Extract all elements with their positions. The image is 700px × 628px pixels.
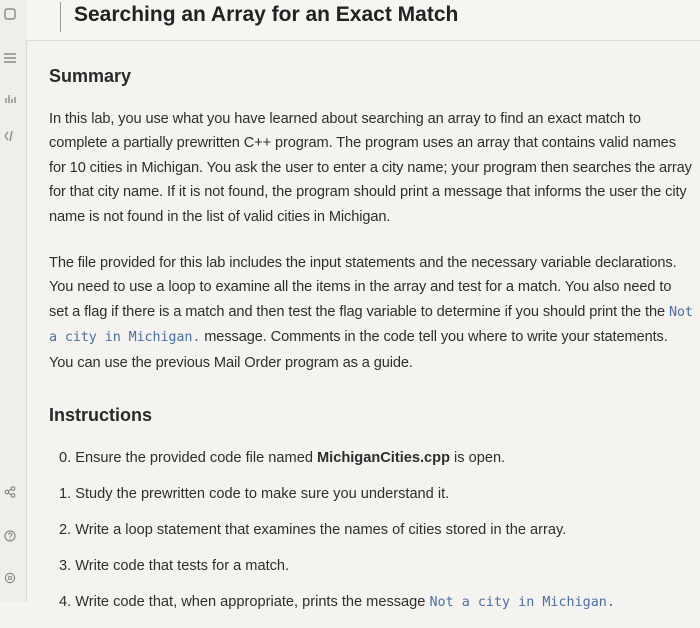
summary-paragraph-2 [49, 251, 694, 375]
instruction-step: 4. Write code that, when appropriate, prints the message Not a city in Michigan. [59, 594, 615, 611]
page-header [26, 0, 700, 41]
page-title: Searching an Array for an Exact Match [74, 3, 459, 26]
code-file-name: MichiganCities.cpp [317, 450, 450, 467]
menu-icon[interactable] [0, 52, 20, 64]
instruction-step: 3. Write code that tests for a match. [59, 558, 290, 575]
chart-icon[interactable] [0, 92, 20, 104]
summary-paragraph-2-end: message. Comments in the code tell you where to write your statements. You can use the previous Mail Order program as a guide. [49, 329, 668, 371]
square-icon[interactable] [0, 8, 20, 20]
help-icon[interactable] [0, 530, 20, 542]
title-divider [60, 2, 61, 32]
instruction-step: 2. Write a loop statement that examines the names of cities stored in the array. [59, 522, 567, 539]
summary-paragraph-1: In this lab, you use what you have learned about searching an array to find an exact match to complete a partially prewritten C++ program. The program uses an array that contains valid names for 10 cities in Michigan. You ask the user to enter a city name; your program then searches the array for that city name. If it is not found, the program should print a message that informs the user the city name is not found in the list of valid cities in Michigan. [49, 111, 692, 225]
lab-content [49, 60, 694, 628]
instruction-steps [49, 448, 694, 628]
not-a-city-message-code: Not a city in Michigan. [49, 304, 693, 346]
instructions-heading: Instructions [49, 405, 153, 426]
share-icon[interactable] [0, 486, 20, 498]
settings-icon[interactable] [0, 572, 20, 584]
instruction-step: 0. Ensure the provided code file named MichiganCities.cpp is open. [59, 450, 506, 467]
code-icon[interactable] [0, 130, 20, 142]
not-a-city-message-code: Not a city in Michigan. [429, 595, 615, 611]
instruction-step: 1. Study the prewritten code to make sure you understand it. [59, 486, 450, 503]
left-rail [0, 0, 27, 602]
summary-paragraph-2-start: The file provided for this lab includes the input statements and the necessary variable declarations. You need to use a loop to examine all the items in the array and test for a match. You also need to set a flag if there is a match and then test the flag variable to determine if you should print the the [49, 255, 677, 320]
summary-heading: Summary [49, 66, 132, 86]
